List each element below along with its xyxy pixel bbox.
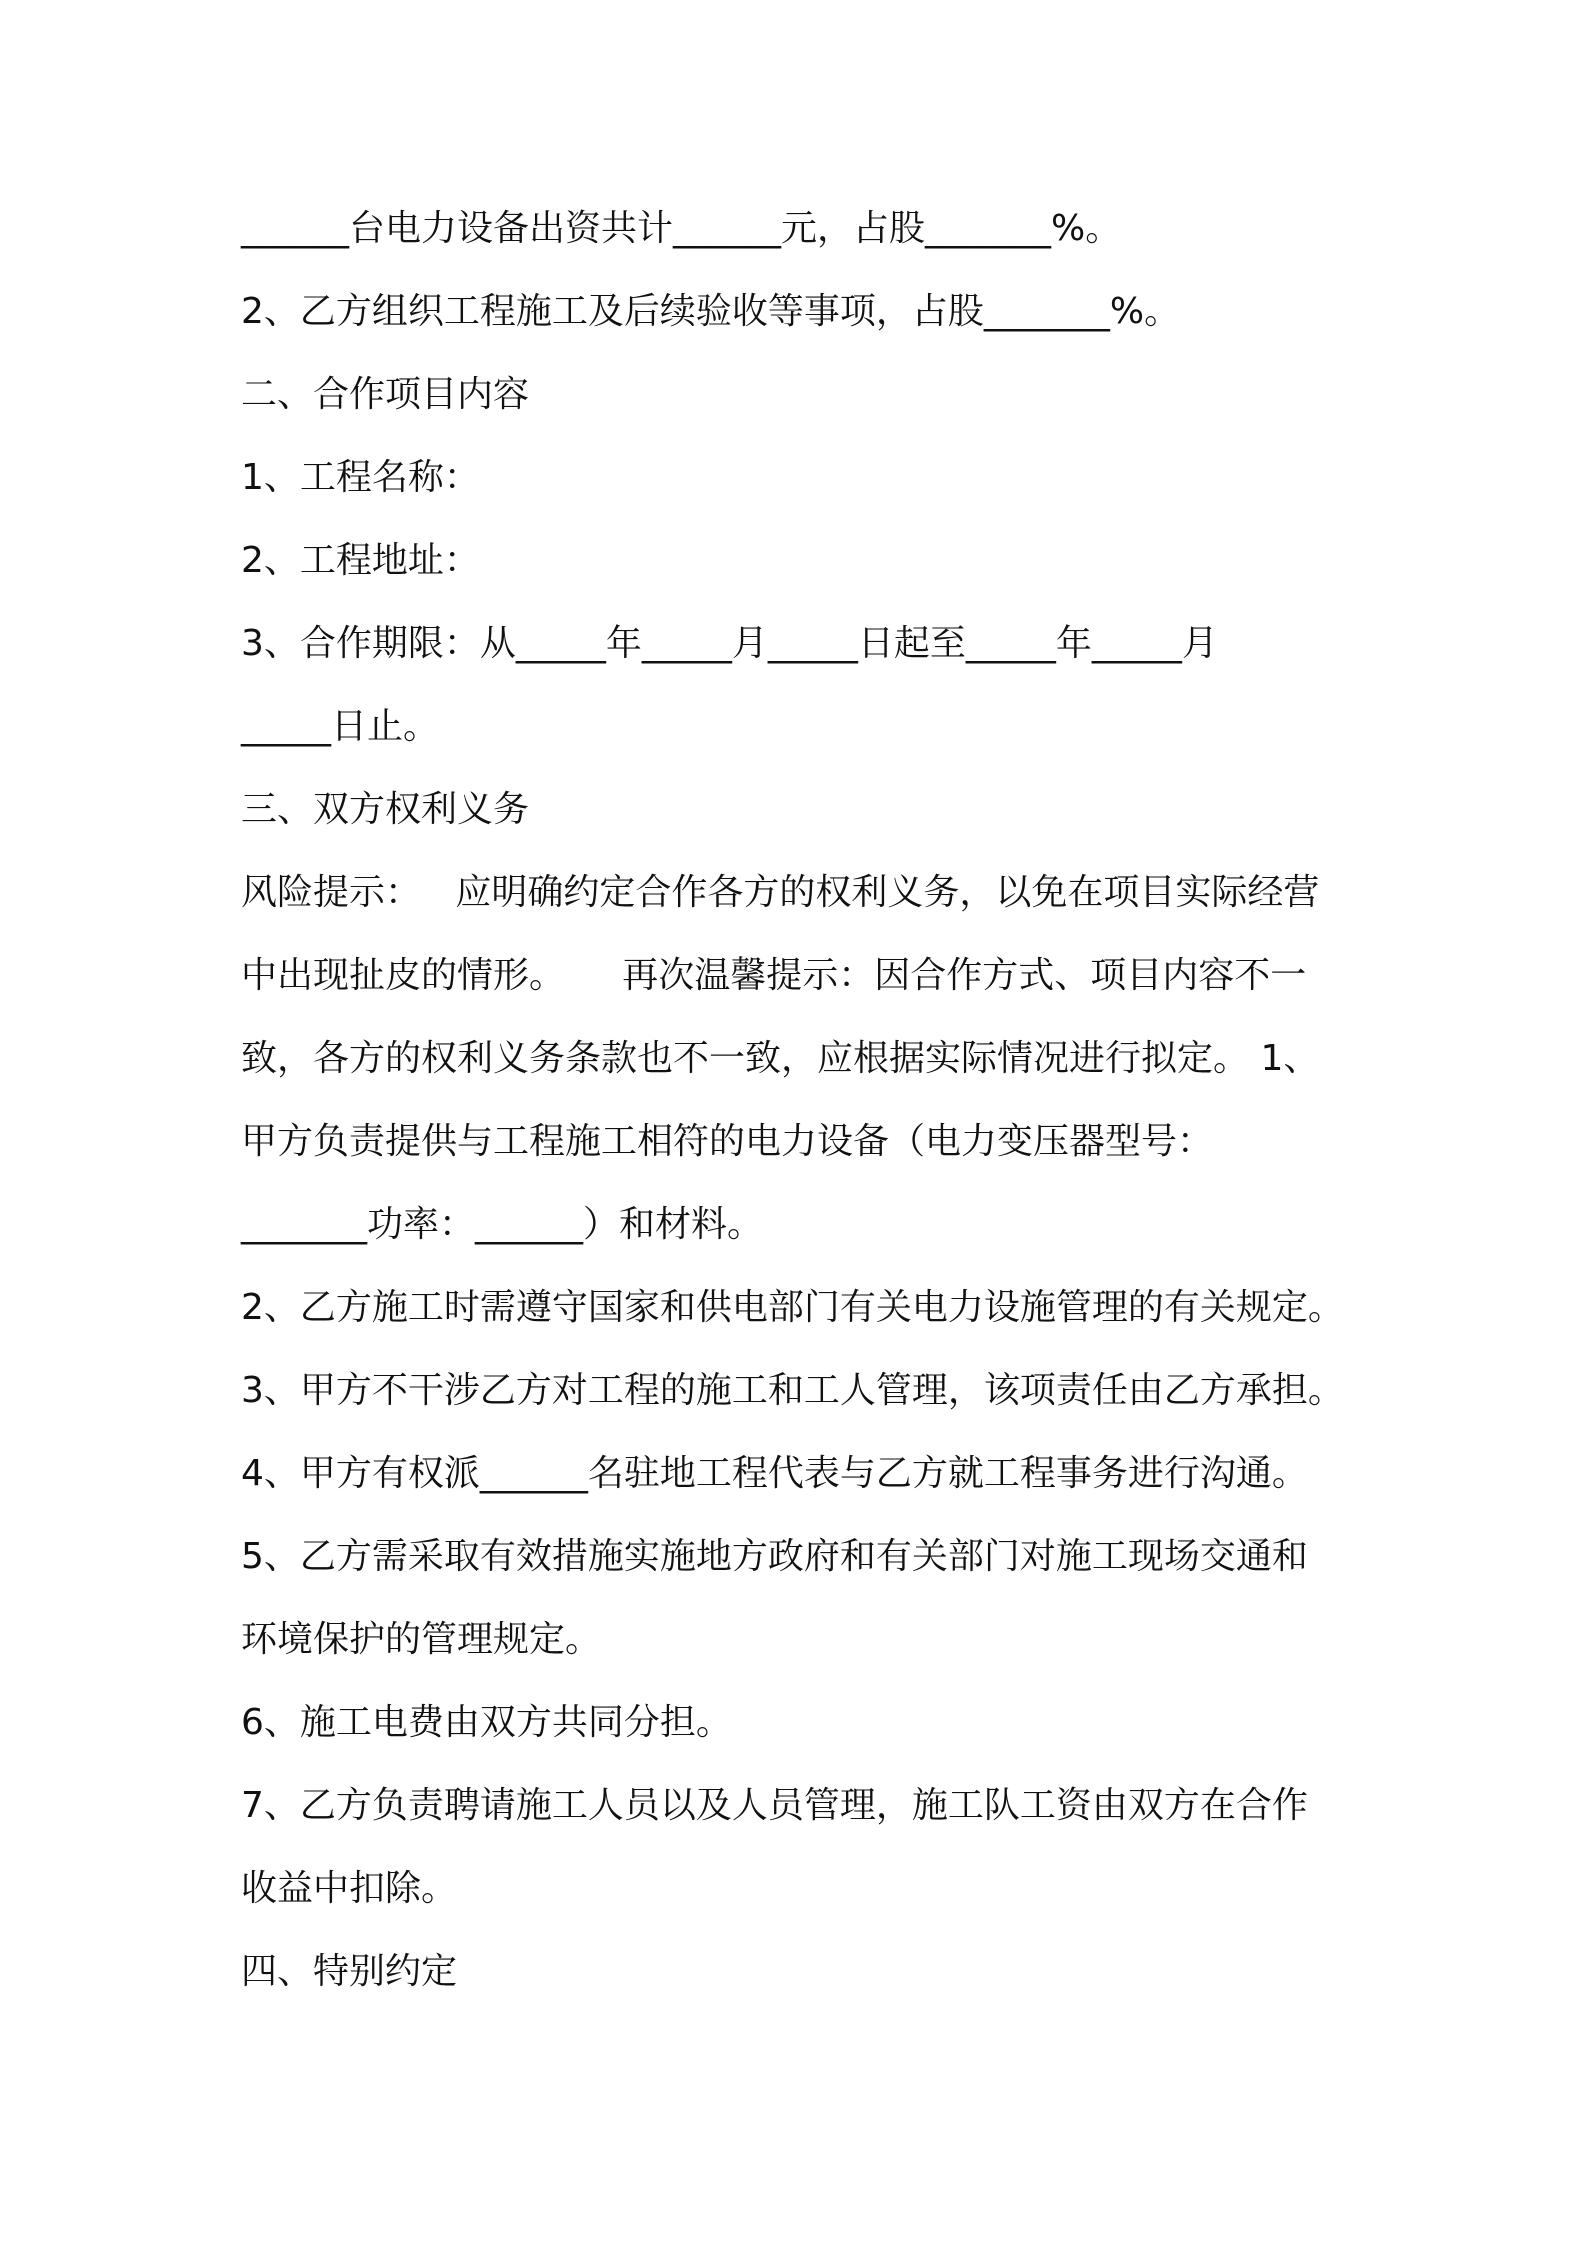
- line-site-measures-cont: 环境保护的管理规定。: [241, 1619, 602, 1660]
- line-staffing-cont: 收益中扣除。: [241, 1868, 458, 1909]
- line-risk-notice: 风险提示： 应明确约定合作各方的权利义务，以免在项目实际经营: [241, 872, 1320, 913]
- line-cooperation-term: 3、合作期限：从_____年_____月_____日起至_____年_____月: [241, 623, 1218, 664]
- line-cooperation-term-end: _____日止。: [241, 706, 440, 747]
- line-risk-notice-cont-2: 致，各方的权利义务条款也不一致，应根据实际情况进行拟定。 1、: [241, 1038, 1320, 1079]
- heading-special-agreement: 四、特别约定: [241, 1951, 458, 1992]
- line-equipment-investment: ______台电力设备出资共计______元，占股_______%。: [241, 208, 1122, 249]
- line-electricity-cost: 6、施工电费由双方共同分担。: [241, 1702, 732, 1743]
- line-staffing: 7、乙方负责聘请施工人员以及人员管理，施工队工资由双方在合作: [241, 1785, 1308, 1826]
- line-site-representative: 4、甲方有权派______名驻地工程代表与乙方就工程事务进行沟通。: [241, 1453, 1308, 1494]
- line-risk-notice-cont: 中出现扯皮的情形。 再次温馨提示：因合作方式、项目内容不一: [241, 955, 1307, 996]
- line-site-measures: 5、乙方需采取有效措施实施地方政府和有关部门对施工现场交通和: [241, 1536, 1308, 1577]
- line-party-b-share: 2、乙方组织工程施工及后续验收等事项，占股_______%。: [241, 291, 1181, 332]
- line-compliance: 2、乙方施工时需遵守国家和供电部门有关电力设施管理的有关规定。: [241, 1287, 1344, 1328]
- line-party-a-equipment: 甲方负责提供与工程施工相符的电力设备（电力变压器型号：: [241, 1121, 1214, 1162]
- line-project-address: 2、工程地址：: [241, 540, 480, 581]
- line-power-materials: _______功率：______）和材料。: [241, 1204, 764, 1245]
- line-project-name: 1、工程名称：: [241, 457, 480, 498]
- heading-rights-obligations: 三、双方权利义务: [241, 789, 530, 830]
- heading-project-content: 二、合作项目内容: [241, 374, 530, 415]
- line-no-interference: 3、甲方不干涉乙方对工程的施工和工人管理，该项责任由乙方承担。: [241, 1370, 1344, 1411]
